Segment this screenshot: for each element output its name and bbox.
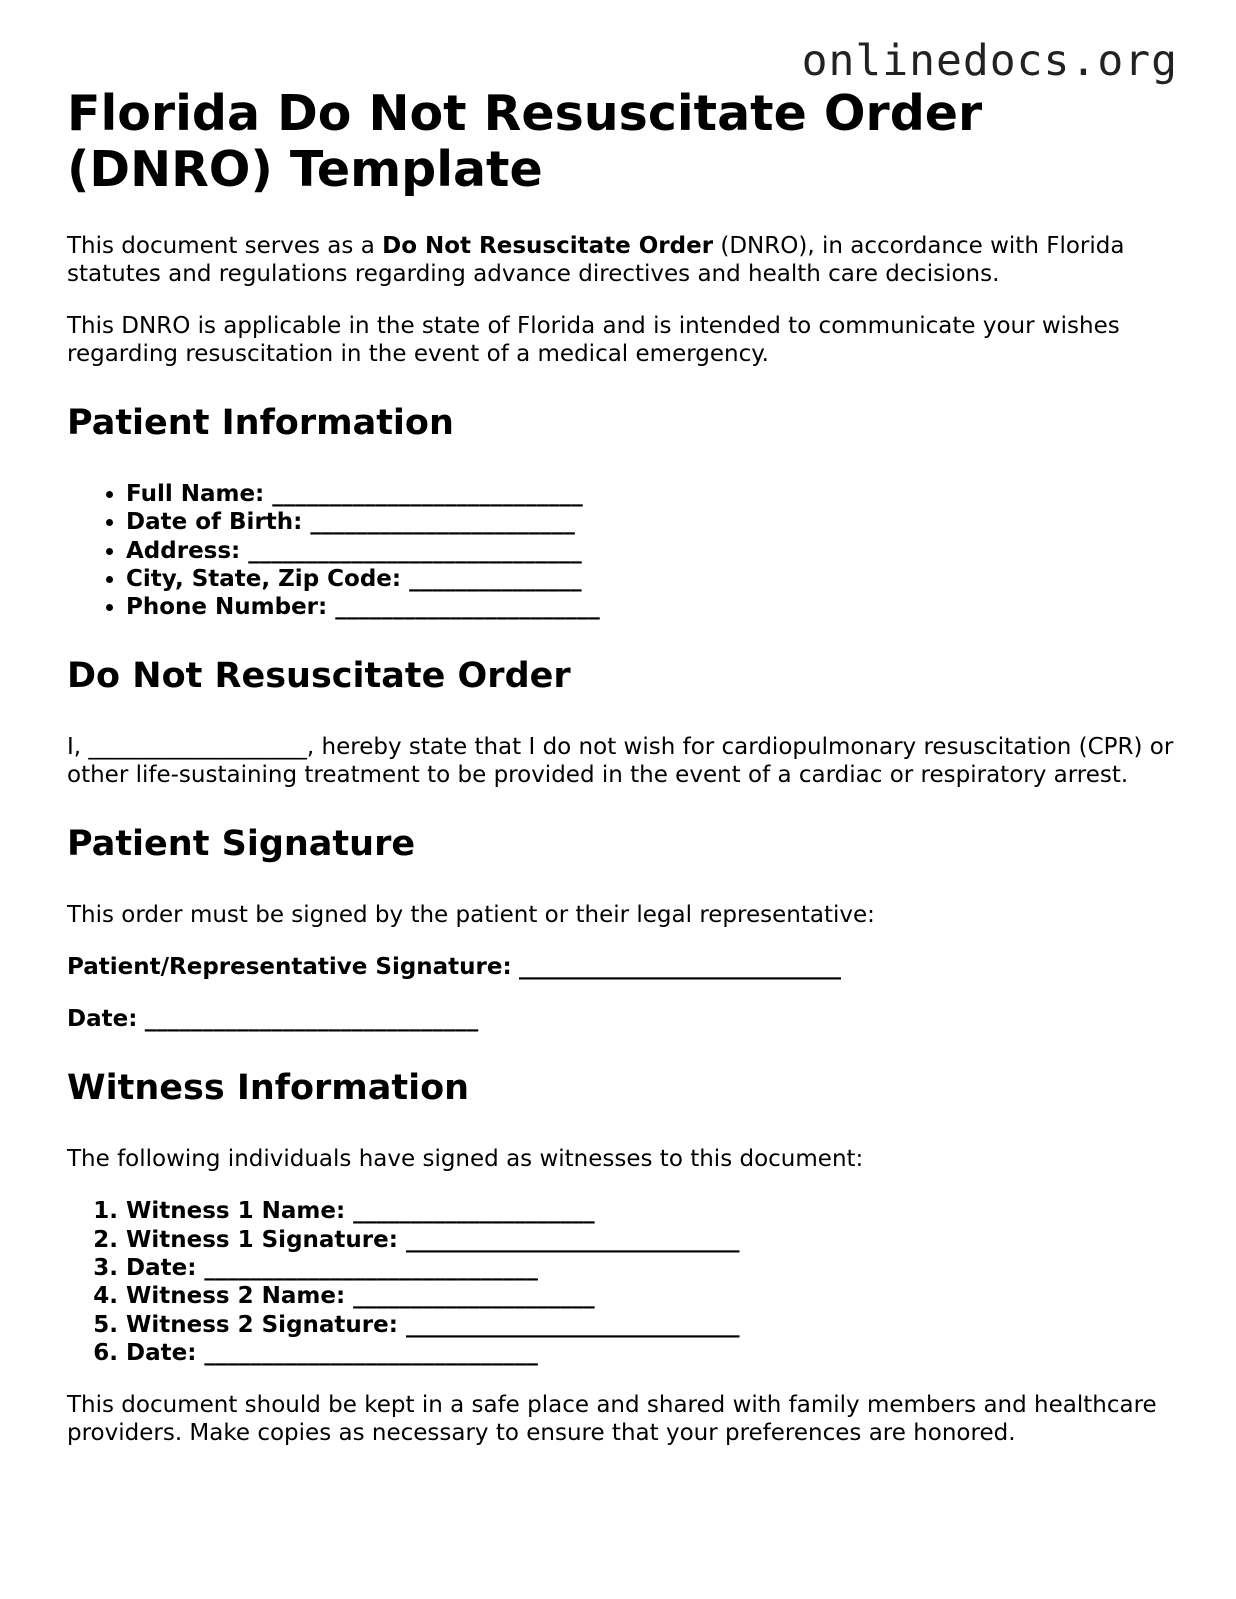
phone-label: Phone Number: — [126, 594, 328, 621]
list-item — [126, 593, 1187, 621]
list-item — [126, 1339, 1187, 1367]
witness-list — [67, 1197, 1187, 1367]
page-title: Florida Do Not Resuscitate Order (DNRO) Template — [67, 85, 983, 198]
list-item — [126, 1197, 1187, 1225]
watermark: onlinedocs.org — [801, 36, 1178, 86]
patient-signature-heading: Patient Signature — [67, 824, 416, 865]
signature-field[interactable]: ____________________________ — [519, 954, 842, 981]
witness-2-signature-field[interactable]: _____________________________ — [405, 1311, 740, 1338]
city-state-zip-label: City, State, Zip Code: — [126, 565, 402, 592]
patient-info-list — [67, 480, 1187, 621]
dnr-order-heading: Do Not Resuscitate Order — [67, 656, 571, 697]
dob-label: Date of Birth: — [126, 509, 303, 536]
witness-2-signature-label: Witness 2 Signature: — [126, 1311, 398, 1338]
intro-text-pre: This document serves as a — [67, 233, 383, 259]
signature-date-field[interactable]: _____________________________ — [144, 1006, 479, 1033]
dnr-order-text: I, ___________________, hereby state that I do not wish for cardiopulmonary resuscitation (CPR) or other life-sustaining treatment to be provided in the event of a cardiac or respiratory arrest. — [67, 734, 1174, 789]
list-item — [126, 1311, 1187, 1339]
signature-label: Patient/Representative Signature: — [67, 954, 512, 981]
witness-1-name-label: Witness 1 Name: — [126, 1198, 346, 1225]
witness-2-date-field[interactable]: _____________________________ — [204, 1339, 538, 1366]
closing-paragraph: This document should be kept in a safe place and shared with family members and healthcare providers. Make copies as necessary to ensure that your preferences are honored. — [67, 1392, 1157, 1447]
witness-1-signature-field[interactable]: _____________________________ — [405, 1226, 740, 1253]
list-item — [126, 480, 1187, 508]
list-item — [126, 1226, 1187, 1254]
witness-1-name-field[interactable]: _____________________ — [353, 1198, 595, 1225]
signature-line — [67, 953, 1187, 981]
phone-field[interactable]: _______________________ — [335, 594, 600, 621]
signature-date-line — [67, 1005, 1187, 1033]
intro-paragraph-1 — [67, 232, 1187, 288]
witness-1-date-field[interactable]: _____________________________ — [204, 1255, 538, 1282]
witness-2-name-label: Witness 2 Name: — [126, 1283, 346, 1310]
intro-text-post: (DNRO), in accordance with Florida statutes and regulations regarding advance directives and health care decisions. — [67, 233, 1125, 287]
intro-text-bold: Do Not Resuscitate Order — [382, 233, 714, 259]
signature-instruction: This order must be signed by the patient or their legal representative: — [67, 902, 875, 929]
intro-paragraph-2: This DNRO is applicable in the state of Florida and is intended to communicate your wishes regarding resuscitation in the event of a medical emergency. — [67, 313, 1120, 367]
witness-intro: The following individuals have signed as witnesses to this document: — [67, 1146, 864, 1173]
document-page — [67, 86, 1187, 1471]
signature-date-label: Date: — [67, 1006, 138, 1033]
witness-info-heading: Witness Information — [67, 1068, 470, 1109]
witness-1-date-label: Date: — [126, 1255, 197, 1282]
city-state-zip-field[interactable]: _______________ — [409, 565, 582, 592]
list-item — [126, 508, 1187, 536]
list-item — [126, 537, 1187, 565]
address-label: Address: — [126, 537, 241, 564]
list-item — [126, 565, 1187, 593]
full-name-label: Full Name: — [126, 481, 265, 507]
list-item — [126, 1254, 1187, 1282]
patient-info-heading: Patient Information — [67, 403, 454, 443]
dob-field[interactable]: _______________________ — [310, 509, 575, 536]
list-item — [126, 1282, 1187, 1310]
witness-1-signature-label: Witness 1 Signature: — [126, 1226, 398, 1253]
witness-2-name-field[interactable]: _____________________ — [353, 1283, 595, 1310]
address-field[interactable]: _____________________________ — [248, 537, 582, 564]
witness-2-date-label: Date: — [126, 1339, 197, 1366]
full-name-field[interactable]: ___________________________ — [272, 481, 583, 507]
